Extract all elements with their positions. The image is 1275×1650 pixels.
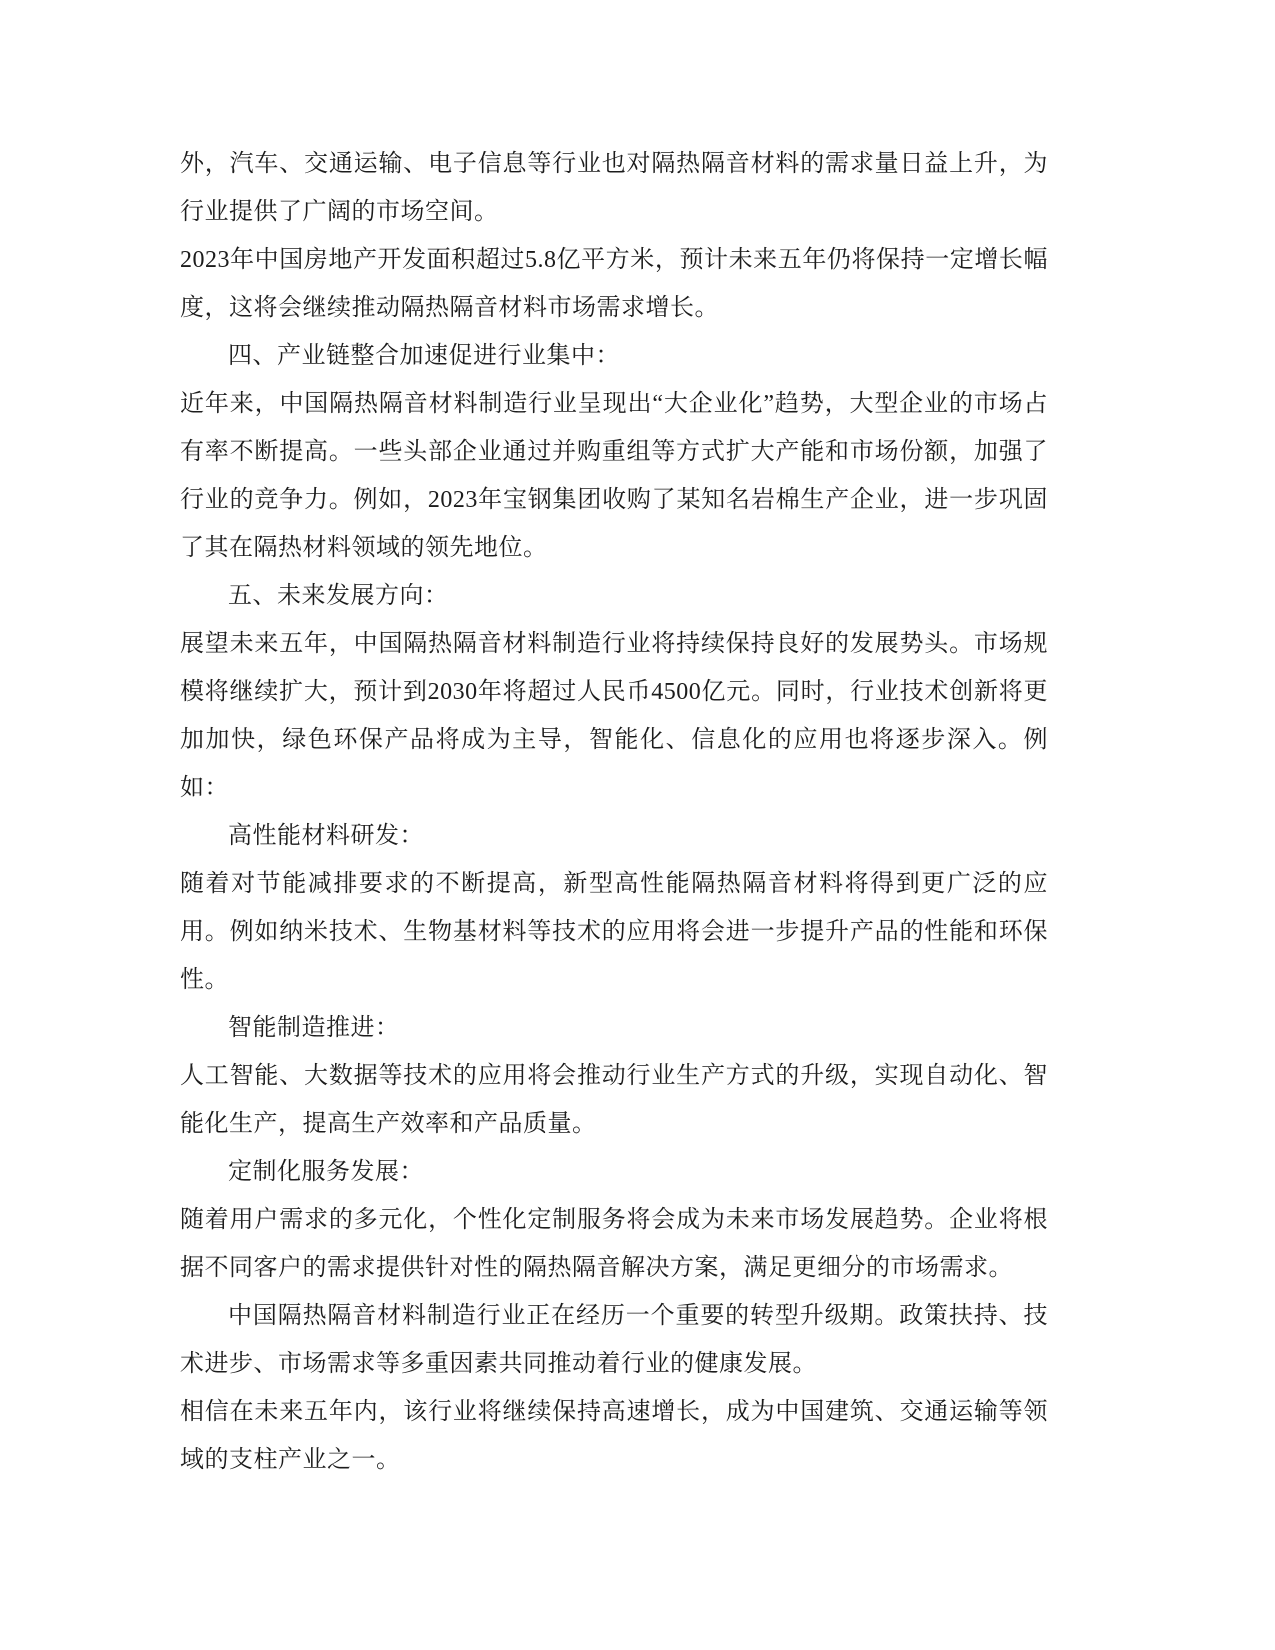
paragraph-body: 人工智能、大数据等技术的应用将会推动行业生产方式的升级，实现自动化、智能化生产，提高生产效率和产品质量。 [180,1063,1048,1137]
section-heading-5: 五、未来发展方向： [228,583,449,609]
sub-heading-customized-services: 定制化服务发展： [228,1159,424,1185]
document-text-block [180,140,1048,1484]
paragraph-body: 近年来，中国隔热隔音材料制造行业呈现出“大企业化”趋势，大型企业的市场占有率不断提高。一些头部企业通过并购重组等方式扩大产能和市场份额，加强了行业的竞争力。例如，2023年宝钢集团收购了某知名岩棉生产企业，进一步巩固了其在隔热材料领域的领先地位。 [180,391,1048,561]
paragraph-body: 相信在未来五年内，该行业将继续保持高速增长，成为中国建筑、交通运输等领域的支柱产业之一。 [180,1399,1048,1473]
paragraph-body: 随着用户需求的多元化，个性化定制服务将会成为未来市场发展趋势。企业将根据不同客户的需求提供针对性的隔热隔音解决方案，满足更细分的市场需求。 [180,1207,1048,1281]
paragraph-body: 随着对节能减排要求的不断提高，新型高性能隔热隔音材料将得到更广泛的应用。例如纳米技术、生物基材料等技术的应用将会进一步提升产品的性能和环保性。 [180,871,1048,993]
paragraph-body-continuation: 外，汽车、交通运输、电子信息等行业也对隔热隔音材料的需求量日益上升，为行业提供了广阔的市场空间。 [180,151,1048,225]
sub-heading-materials-rd: 高性能材料研发： [228,823,424,849]
paragraph-body: 展望未来五年，中国隔热隔音材料制造行业将持续保持良好的发展势头。市场规模将继续扩大，预计到2030年将超过人民币4500亿元。同时，行业技术创新将更加加快，绿色环保产品将成为主导，智能化、信息化的应用也将逐步深入。例如： [180,631,1048,801]
paragraph-body-indented: 中国隔热隔音材料制造行业正在经历一个重要的转型升级期。政策扶持、技术进步、市场需求等多重因素共同推动着行业的健康发展。 [180,1303,1048,1377]
sub-heading-smart-manufacturing: 智能制造推进： [228,1015,400,1041]
section-heading-4: 四、产业链整合加速促进行业集中： [228,343,620,369]
paragraph-body: 2023年中国房地产开发面积超过5.8亿平方米，预计未来五年仍将保持一定增长幅度，这将会继续推动隔热隔音材料市场需求增长。 [180,247,1048,321]
